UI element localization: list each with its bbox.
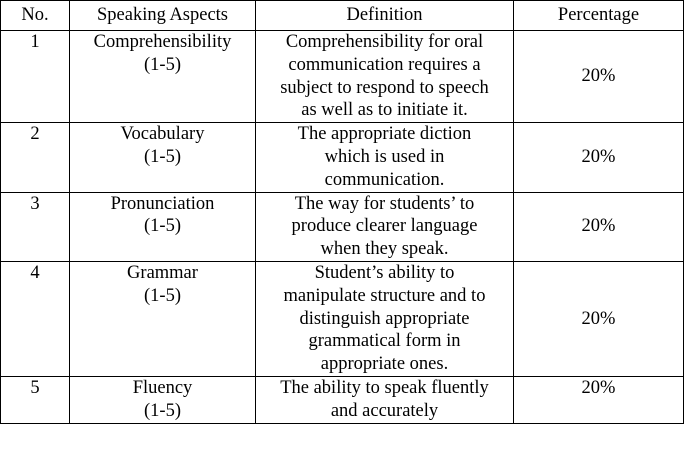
definition-line: communication requires a xyxy=(288,54,481,75)
row-number: 3 xyxy=(1,192,70,261)
row-number: 5 xyxy=(1,376,70,423)
percentage-cell: 20% xyxy=(514,376,684,423)
definition-line: Student’s ability to xyxy=(314,262,455,283)
speaking-aspect-cell xyxy=(70,261,256,376)
definition-line: subject to respond to speech xyxy=(280,77,489,98)
table-row xyxy=(1,376,684,423)
definition-line: The appropriate diction xyxy=(297,124,472,145)
aspect-name: Pronunciation xyxy=(110,193,215,214)
header-definition: Definition xyxy=(256,1,514,31)
row-number: 1 xyxy=(1,31,70,123)
definition-line: manipulate structure and to xyxy=(283,285,486,306)
definition-cell xyxy=(256,192,514,261)
table-header xyxy=(1,1,684,31)
aspect-name: Vocabulary xyxy=(120,124,205,145)
definition-line: The way for students’ to xyxy=(294,193,475,214)
speaking-aspect-cell xyxy=(70,376,256,423)
definition-cell xyxy=(256,123,514,192)
speaking-aspect-cell xyxy=(70,192,256,261)
definition-line: distinguish appropriate xyxy=(299,308,470,329)
definition-cell xyxy=(256,261,514,376)
definition-line: and accurately xyxy=(330,400,439,421)
aspect-scale: (1-5) xyxy=(144,285,181,306)
table-row xyxy=(1,192,684,261)
definition-line: produce clearer language xyxy=(291,216,478,237)
aspect-scale: (1-5) xyxy=(144,216,181,237)
definition-line: when they speak. xyxy=(320,239,449,260)
table-row xyxy=(1,31,684,123)
aspect-name: Fluency xyxy=(132,377,193,398)
header-percentage: Percentage xyxy=(514,1,684,31)
definition-line: communication. xyxy=(324,169,445,190)
definition-line: Comprehensibility for oral xyxy=(285,32,484,52)
percentage-cell: 20% xyxy=(514,192,684,261)
percentage-cell: 20% xyxy=(514,31,684,123)
speaking-aspect-cell xyxy=(70,123,256,192)
aspect-scale: (1-5) xyxy=(144,400,181,421)
aspect-scale: (1-5) xyxy=(144,146,181,167)
definition-cell xyxy=(256,31,514,123)
definition-line: as well as to initiate it. xyxy=(301,100,468,121)
definition-line: which is used in xyxy=(324,146,445,167)
definition-line: grammatical form in xyxy=(308,331,461,352)
header-no: No. xyxy=(1,1,70,31)
row-number: 2 xyxy=(1,123,70,192)
table-row xyxy=(1,261,684,376)
definition-line: appropriate ones. xyxy=(320,354,449,375)
speaking-aspect-cell xyxy=(70,31,256,123)
aspect-scale: (1-5) xyxy=(144,54,181,75)
definition-line: The ability to speak fluently xyxy=(280,377,489,398)
header-row xyxy=(1,1,684,31)
percentage-cell: 20% xyxy=(514,261,684,376)
aspect-name: Grammar xyxy=(127,262,198,283)
table-row xyxy=(1,123,684,192)
aspect-name: Comprehensibility xyxy=(93,32,232,52)
definition-cell xyxy=(256,376,514,423)
percentage-cell: 20% xyxy=(514,123,684,192)
row-number: 4 xyxy=(1,261,70,376)
table-body xyxy=(1,31,684,424)
header-speaking-aspects: Speaking Aspects xyxy=(70,1,256,31)
